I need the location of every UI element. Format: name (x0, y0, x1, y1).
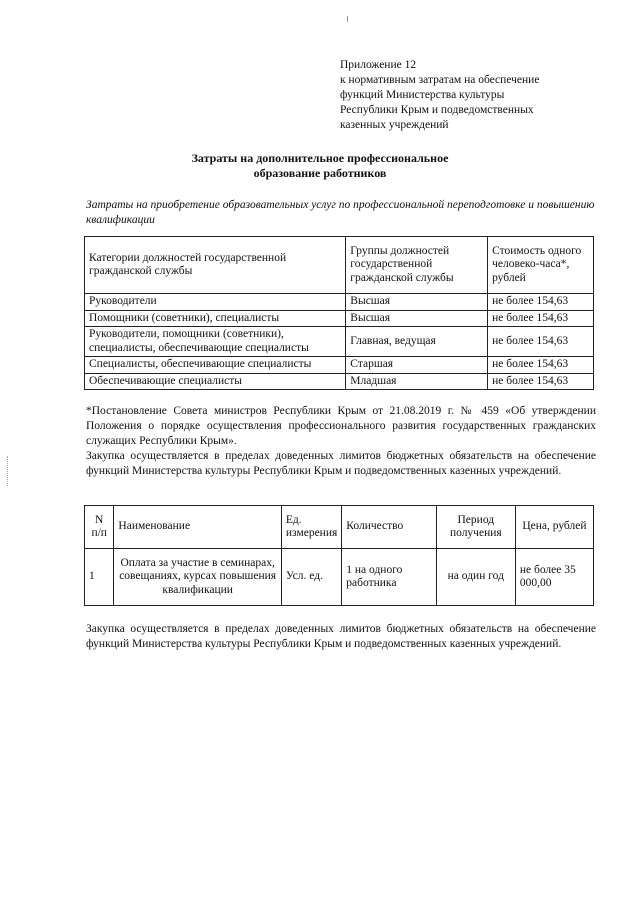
unit-cell: Усл. ед. (281, 549, 341, 606)
closing-paragraph: Закупка осуществляется в пределах доведенных лимитов бюджетных обязательств на обеспечение функций Министерства культуры Республики Крым и подведомственных казенных учреждений. (86, 623, 596, 650)
footnote-text: *Постановление Совета министров Республики Крым от 21.08.2019 г. № 459 «Об утверждении Положения о порядке осуществления профессионального развития государственных гражданских служащих Республики Крым». (86, 405, 596, 447)
column-header: Группы должностей государственной гражданской службы (346, 237, 488, 294)
appendix-line: казенных учреждений (340, 119, 449, 131)
appendix-line: Приложение 12 (340, 59, 417, 71)
column-header: Цена, рублей (515, 506, 593, 549)
table-row (85, 373, 594, 390)
scan-mark (347, 16, 348, 22)
table-row (85, 357, 594, 374)
period-cell: на один год (436, 549, 515, 606)
title-line: Затраты на дополнительное профессиональное (191, 151, 449, 165)
appendix-line: к нормативным затратам на обеспечение (340, 74, 540, 86)
table-row (85, 327, 594, 357)
cost-cell: не более 154,63 (488, 373, 594, 390)
appendix-line: функций Министерства культуры (340, 89, 505, 101)
table-row (85, 549, 594, 606)
num-cell: 1 (85, 549, 114, 606)
group-cell: Высшая (346, 294, 488, 311)
cost-cell: не более 154,63 (488, 294, 594, 311)
footnote (86, 404, 596, 479)
section-subtitle: Затраты на приобретение образовательных услуг по профессиональной переподготовке и повышению квалификации (86, 199, 595, 226)
column-header: Период получения (436, 506, 515, 549)
table-header-row (85, 237, 594, 294)
category-cell: Руководители (85, 294, 346, 311)
title-line: образование работников (253, 166, 387, 180)
group-cell: Старшая (346, 357, 488, 374)
category-cell: Руководители, помощники (советники), специалисты, обеспечивающие специалисты (85, 327, 346, 357)
category-cell: Специалисты, обеспечивающие специалисты (85, 357, 346, 374)
cost-cell: не более 154,63 (488, 327, 594, 357)
cost-cell: не более 154,63 (488, 357, 594, 374)
group-cell: Высшая (346, 310, 488, 327)
table-row (85, 294, 594, 311)
group-cell: Младшая (346, 373, 488, 390)
category-cell: Помощники (советники), специалисты (85, 310, 346, 327)
cost-per-hour-table (84, 236, 594, 390)
column-header: Наименование (114, 506, 281, 549)
column-header: Стоимость одного человеко-часа*, рублей (488, 237, 594, 294)
procurement-note: Закупка осуществляется в пределах доведенных лимитов бюджетных обязательств на обеспечение функций Министерства культуры Республики Крым и подведомственных казенных учреждений. (86, 450, 596, 477)
cost-cell: не более 154,63 (488, 310, 594, 327)
column-header: Количество (342, 506, 437, 549)
table-header-row (85, 506, 594, 549)
table-row (85, 310, 594, 327)
column-header: N п/п (85, 506, 114, 549)
appendix-line: Республики Крым и подведомственных (340, 104, 534, 116)
services-table (84, 505, 594, 606)
margin-mark (7, 456, 9, 486)
group-cell: Главная, ведущая (346, 327, 488, 357)
category-cell: Обеспечивающие специалисты (85, 373, 346, 390)
quantity-cell: 1 на одного работника (342, 549, 437, 606)
name-cell: Оплата за участие в семинарах, совещаниях, курсах повышения квалификации (114, 549, 281, 606)
page-title (0, 151, 640, 181)
column-header: Категории должностей государственной гражданской службы (85, 237, 346, 294)
appendix-header (340, 58, 600, 133)
price-cell: не более 35 000,00 (515, 549, 593, 606)
column-header: Ед. измерения (281, 506, 341, 549)
